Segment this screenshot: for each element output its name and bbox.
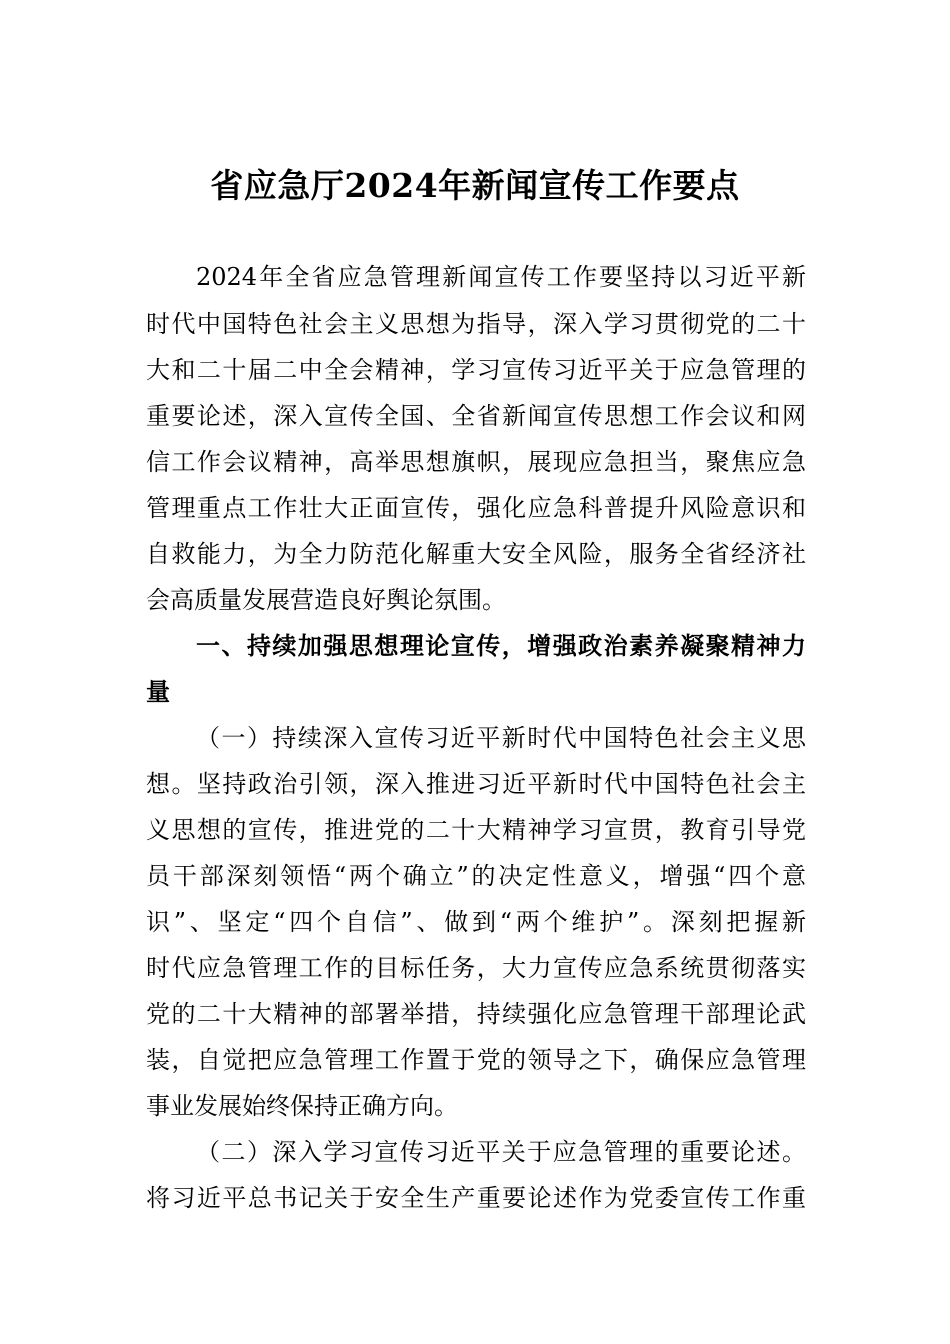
paragraph-line: 党的二十大精神的部署举措，持续强化应急管理干部理论武 xyxy=(146,1000,806,1028)
paragraph-line: 想。坚持政治引领，深入推进习近平新时代中国特色社会主 xyxy=(146,770,806,798)
paragraph-line: 重要论述，深入宣传全国、全省新闻宣传思想工作会议和网 xyxy=(146,402,806,430)
paragraph-line: 识”、坚定“四个自信”、做到“两个维护”。深刻把握新 xyxy=(146,908,806,936)
paragraph-line: 2024年全省应急管理新闻宣传工作要坚持以习近平新 xyxy=(196,263,806,291)
paragraph-line: 时代应急管理工作的目标任务，大力宣传应急系统贯彻落实 xyxy=(146,954,806,982)
paragraph-line: 将习近平总书记关于安全生产重要论述作为党委宣传工作重 xyxy=(146,1184,806,1212)
paragraph-line: 自救能力，为全力防范化解重大安全风险，服务全省经济社 xyxy=(146,540,806,568)
paragraph-line: 管理重点工作壮大正面宣传，强化应急科普提升风险意识和 xyxy=(146,494,806,522)
paragraph-line: 义思想的宣传，推进党的二十大精神学习宣贯，教育引导党 xyxy=(146,816,806,844)
paragraph-line: 大和二十届二中全会精神，学习宣传习近平关于应急管理的 xyxy=(146,356,806,384)
paragraph-line: 员干部深刻领悟“两个确立”的决定性意义，增强“四个意 xyxy=(146,862,806,890)
paragraph-line: （一）持续深入宣传习近平新时代中国特色社会主义思 xyxy=(196,724,806,752)
paragraph-line: 会高质量发展营造良好舆论氛围。 xyxy=(146,586,506,614)
section-heading: 一、持续加强思想理论宣传，增强政治素养凝聚精神力 xyxy=(196,632,806,660)
document-title: 省应急厅2024年新闻宣传工作要点 xyxy=(210,166,740,205)
paragraph-line: 时代中国特色社会主义思想为指导，深入学习贯彻党的二十 xyxy=(146,310,806,338)
paragraph-line: 装，自觉把应急管理工作置于党的领导之下，确保应急管理 xyxy=(146,1046,806,1074)
paragraph-line: （二）深入学习宣传习近平关于应急管理的重要论述。 xyxy=(196,1138,806,1166)
paragraph-line: 事业发展始终保持正确方向。 xyxy=(146,1092,458,1120)
paragraph-line: 信工作会议精神，高举思想旗帜，展现应急担当，聚焦应急 xyxy=(146,448,806,476)
section-heading: 量 xyxy=(146,678,170,706)
